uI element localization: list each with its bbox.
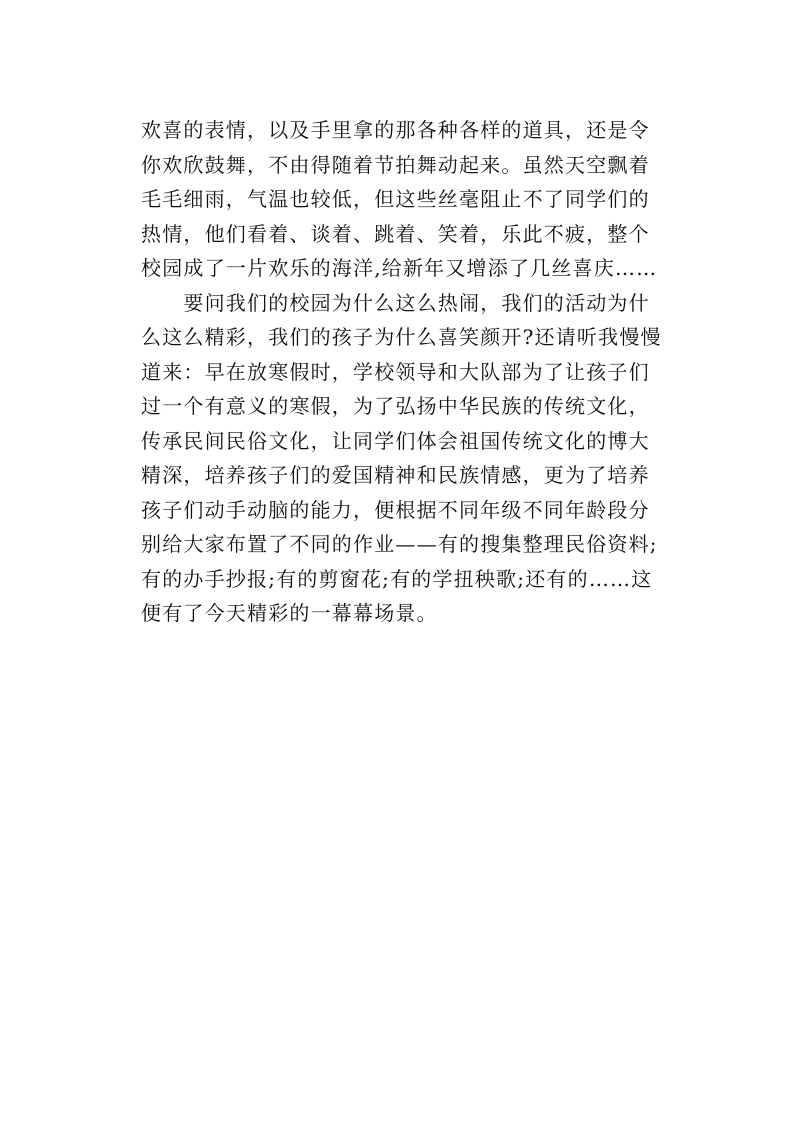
text-line: 毛毛细雨，气温也较低，但这些丝毫阻止不了同学们的	[141, 187, 650, 211]
text-line: 过一个有意义的寒假，为了弘扬中华民族的传统文化，	[141, 394, 650, 418]
text-line: 有的办手抄报;有的剪窗花;有的学扭秧歌;还有的……这	[141, 566, 653, 591]
text-line: 传承民间民俗文化，让同学们体会祖国传统文化的博大	[141, 428, 650, 453]
text-line: 精深，培养孩子们的爱国精神和民族情感，更为了培养	[141, 463, 650, 487]
text-line: 么这么精彩，我们的孩子为什么喜笑颜开?还请听我慢慢	[141, 325, 662, 349]
text-line: 便有了今天精彩的一幕幕场景。	[141, 601, 438, 625]
text-line: 校园成了一片欢乐的海洋,给新年又增添了几丝喜庆……	[141, 256, 658, 280]
text-line: 孩子们动手动脑的能力，便根据不同年级不同年龄段分	[141, 497, 650, 522]
text-line: 别给大家布置了不同的作业——有的搜集整理民俗资料;	[141, 532, 658, 556]
body-text	[141, 113, 671, 631]
text-line: 欢喜的表情，以及手里拿的那各种各样的道具，还是令	[141, 118, 650, 142]
text-line: 热情，他们看着、谈着、跳着、笑着，乐此不疲，整个	[141, 221, 650, 246]
text-line: 要问我们的校园为什么这么热闹，我们的活动为什	[141, 290, 650, 315]
text-line: 你欢欣鼓舞，不由得随着节拍舞动起来。虽然天空飘着	[141, 152, 650, 177]
text-line: 道来：早在放寒假时，学校领导和大队部为了让孩子们	[141, 359, 650, 384]
